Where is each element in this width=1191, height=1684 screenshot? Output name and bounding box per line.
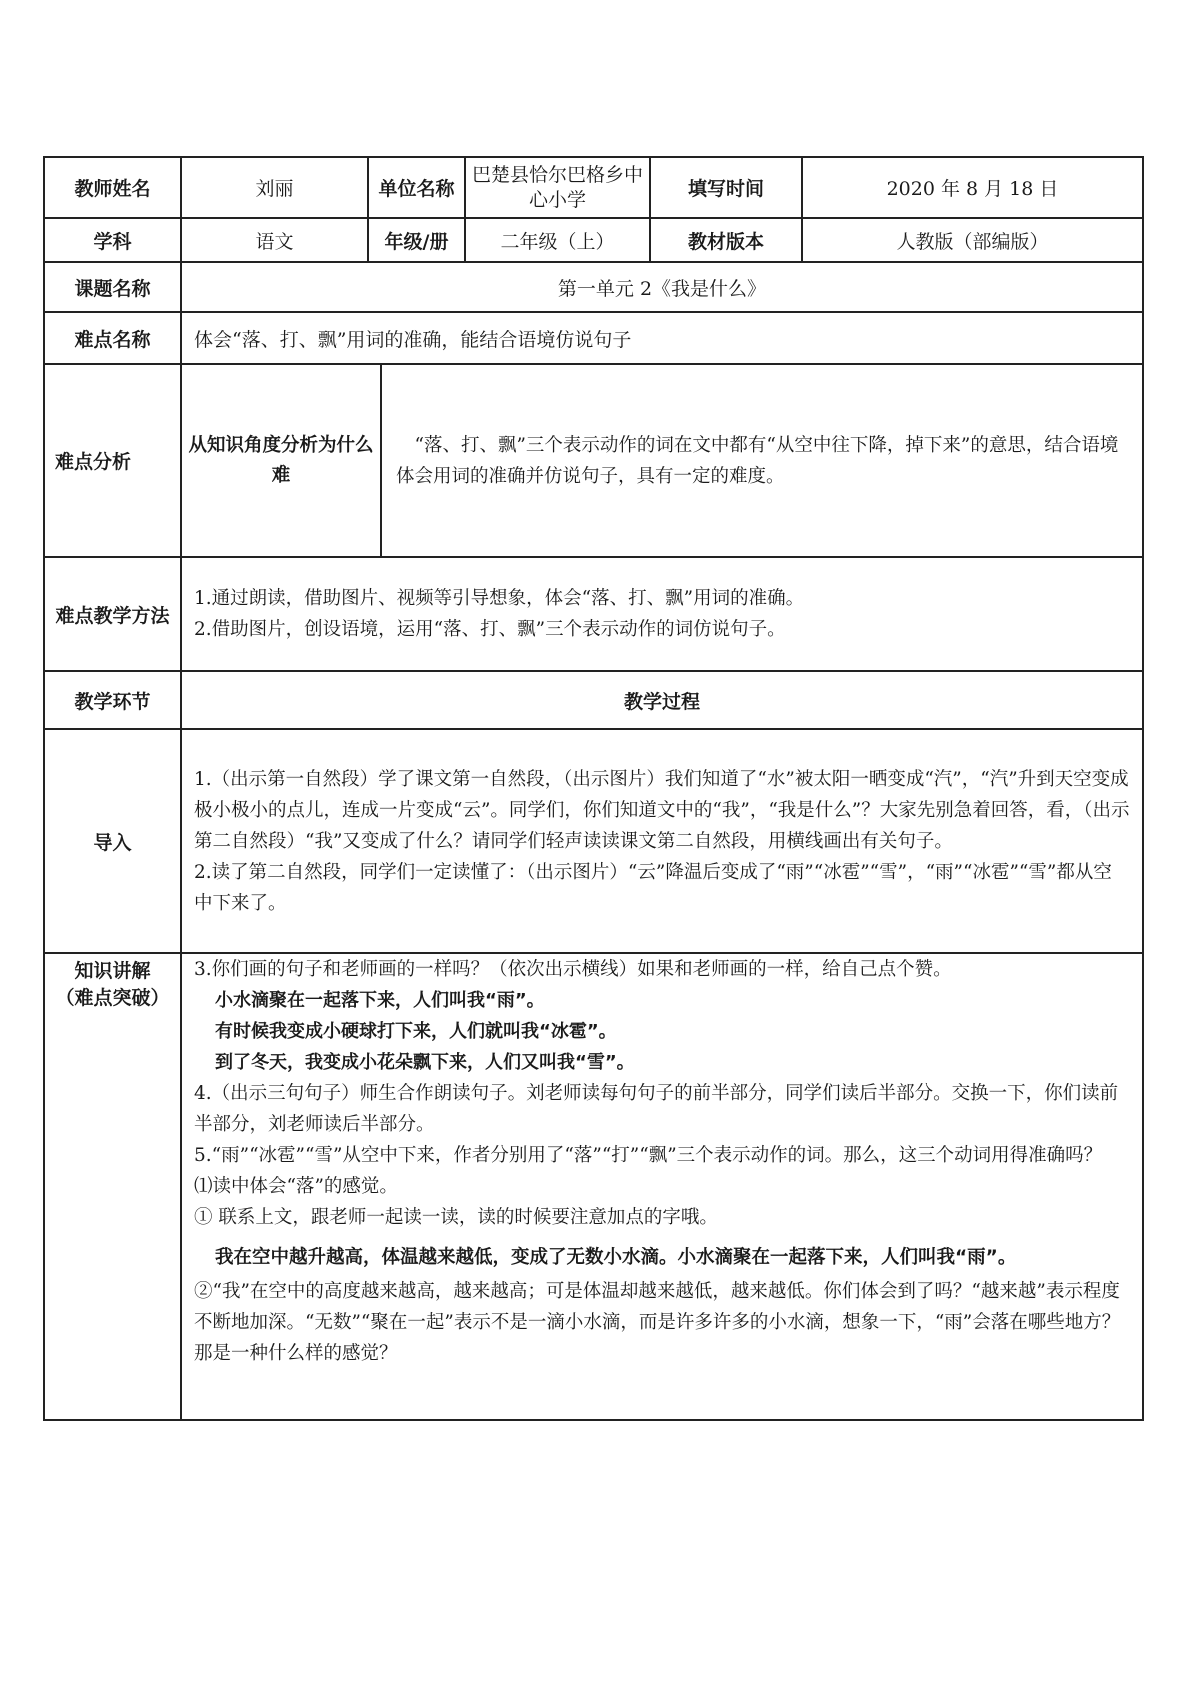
highlight-sentence-rain: 小水滴聚在一起落下来，人们叫我“雨”。 <box>215 990 545 1011</box>
subject-value: 语文 <box>181 218 368 262</box>
knowledge-label-line-1: 知识讲解 <box>74 960 151 982</box>
lesson-plan-table <box>43 156 1144 1421</box>
knowledge-paragraph-9: ②“我”在空中的高度越来越高，越来越高；可是体温却越来越低，越来越低。你们体会到了吗？“越来越”表示程度不断地加深。“无数”“聚在一起”表示不是一滴小水滴，而是许多许多的小水滴，想象一下，“雨”会落在哪些地方？那是一种什么样的感觉？ <box>194 1281 1121 1364</box>
lesson-plan-sheet <box>43 156 1142 1421</box>
method-item-1: 1.通过朗读，借助图片、视频等引导想象，体会“落、打、飘”用词的准确。 <box>194 588 805 609</box>
teacher-name: 刘丽 <box>181 157 368 218</box>
analysis-row <box>44 364 1143 557</box>
subject-label: 学科 <box>44 218 181 262</box>
teacher-label: 教师姓名 <box>44 157 181 218</box>
knowledge-row <box>44 953 1143 1420</box>
analysis-sub-label: 从知识角度分析为什么难 <box>182 365 381 556</box>
intro-label: 导入 <box>44 729 181 953</box>
header-row-1 <box>44 157 1143 218</box>
knowledge-paragraph-7: ① 联系上文，跟老师一起读一读，读的时候要注意加点的字哦。 <box>194 1207 718 1228</box>
difficulty-label: 难点名称 <box>44 312 181 364</box>
date-label: 填写时间 <box>650 157 802 218</box>
grade-value: 二年级（上） <box>465 218 650 262</box>
difficulty-value: 体会“落、打、飘”用词的准确，能结合语境仿说句子 <box>181 312 1143 364</box>
method-label: 难点教学方法 <box>44 557 181 671</box>
intro-paragraph-2: 2.读了第二自然段，同学们一定读懂了：（出示图片）“云”降温后变成了“雨”“冰雹”“雪”，“雨”“冰雹”“雪”都从空中下来了。 <box>194 861 1112 914</box>
method-item-2: 2.借助图片，创设语境，运用“落、打、飘”三个表示动作的词仿说句子。 <box>194 619 786 640</box>
highlight-sentence-hail: 有时候我变成小硬球打下来，人们就叫我“冰雹”。 <box>215 1021 617 1042</box>
knowledge-paragraph-5: 5.“雨”“冰雹”“雪”从空中下来，作者分别用了“落”“打”“飘”三个表示动作的词。那么，这三个动词用得准确吗？ <box>194 1145 1103 1166</box>
unit-name: 巴楚县恰尔巴格乡中心小学 <box>465 157 650 218</box>
edition-label: 教材版本 <box>650 218 802 262</box>
knowledge-label <box>44 953 181 1420</box>
topic-value: 第一单元 2《我是什么》 <box>181 262 1143 312</box>
highlight-sentence-snow: 到了冬天，我变成小花朵飘下来，人们又叫我“雪”。 <box>215 1052 635 1073</box>
fill-date: 2020 年 8 月 18 日 <box>802 157 1143 218</box>
intro-row <box>44 729 1143 953</box>
knowledge-paragraph-3: 3.你们画的句子和老师画的一样吗？（依次出示横线）如果和老师画的一样，给自己点个赞。 <box>194 959 952 980</box>
knowledge-paragraph-4: 4.（出示三句句子）师生合作朗读句子。刘老师读每句句子的前半部分，同学们读后半部分。交换一下，你们读前半部分，刘老师读后半部分。 <box>194 1083 1119 1135</box>
topic-row <box>44 262 1143 312</box>
grade-label: 年级/册 <box>368 218 465 262</box>
edition-value: 人教版（部编版） <box>802 218 1143 262</box>
knowledge-quoted-passage: 我在空中越升越高，体温越来越低，变成了无数小水滴。小水滴聚在一起落下来，人们叫我“雨”。 <box>215 1247 1017 1268</box>
method-row <box>44 557 1143 671</box>
knowledge-label-line-2: （难点突破） <box>55 987 170 1009</box>
analysis-label: 难点分析 <box>44 364 181 557</box>
difficulty-row <box>44 312 1143 364</box>
analysis-text: “落、打、飘”三个表示动作的词在文中都有“从空中往下降，掉下来”的意思，结合语境体会用词的准确并仿说句子，具有一定的难度。 <box>396 434 1119 487</box>
unit-label: 单位名称 <box>368 157 465 218</box>
process-header-row <box>44 671 1143 729</box>
process-title: 教学过程 <box>181 671 1143 729</box>
header-row-2 <box>44 218 1143 262</box>
intro-paragraph-1: 1.（出示第一自然段）学了课文第一自然段，（出示图片）我们知道了“水”被太阳一晒变成“汽”，“汽”升到天空变成极小极小的点儿，连成一片变成“云”。同学们，你们知道文中的“我”，“我是什么”？大家先别急着回答，看，（出示第二自然段）“我”又变成了什么？请同学们轻声读读课文第二自然段，用横线画出有关句子。 <box>194 768 1130 852</box>
knowledge-paragraph-6: ⑴读中体会“落”的感觉。 <box>194 1176 398 1197</box>
process-step-label: 教学环节 <box>44 671 181 729</box>
topic-label: 课题名称 <box>44 262 181 312</box>
analysis-inner <box>182 365 1142 556</box>
